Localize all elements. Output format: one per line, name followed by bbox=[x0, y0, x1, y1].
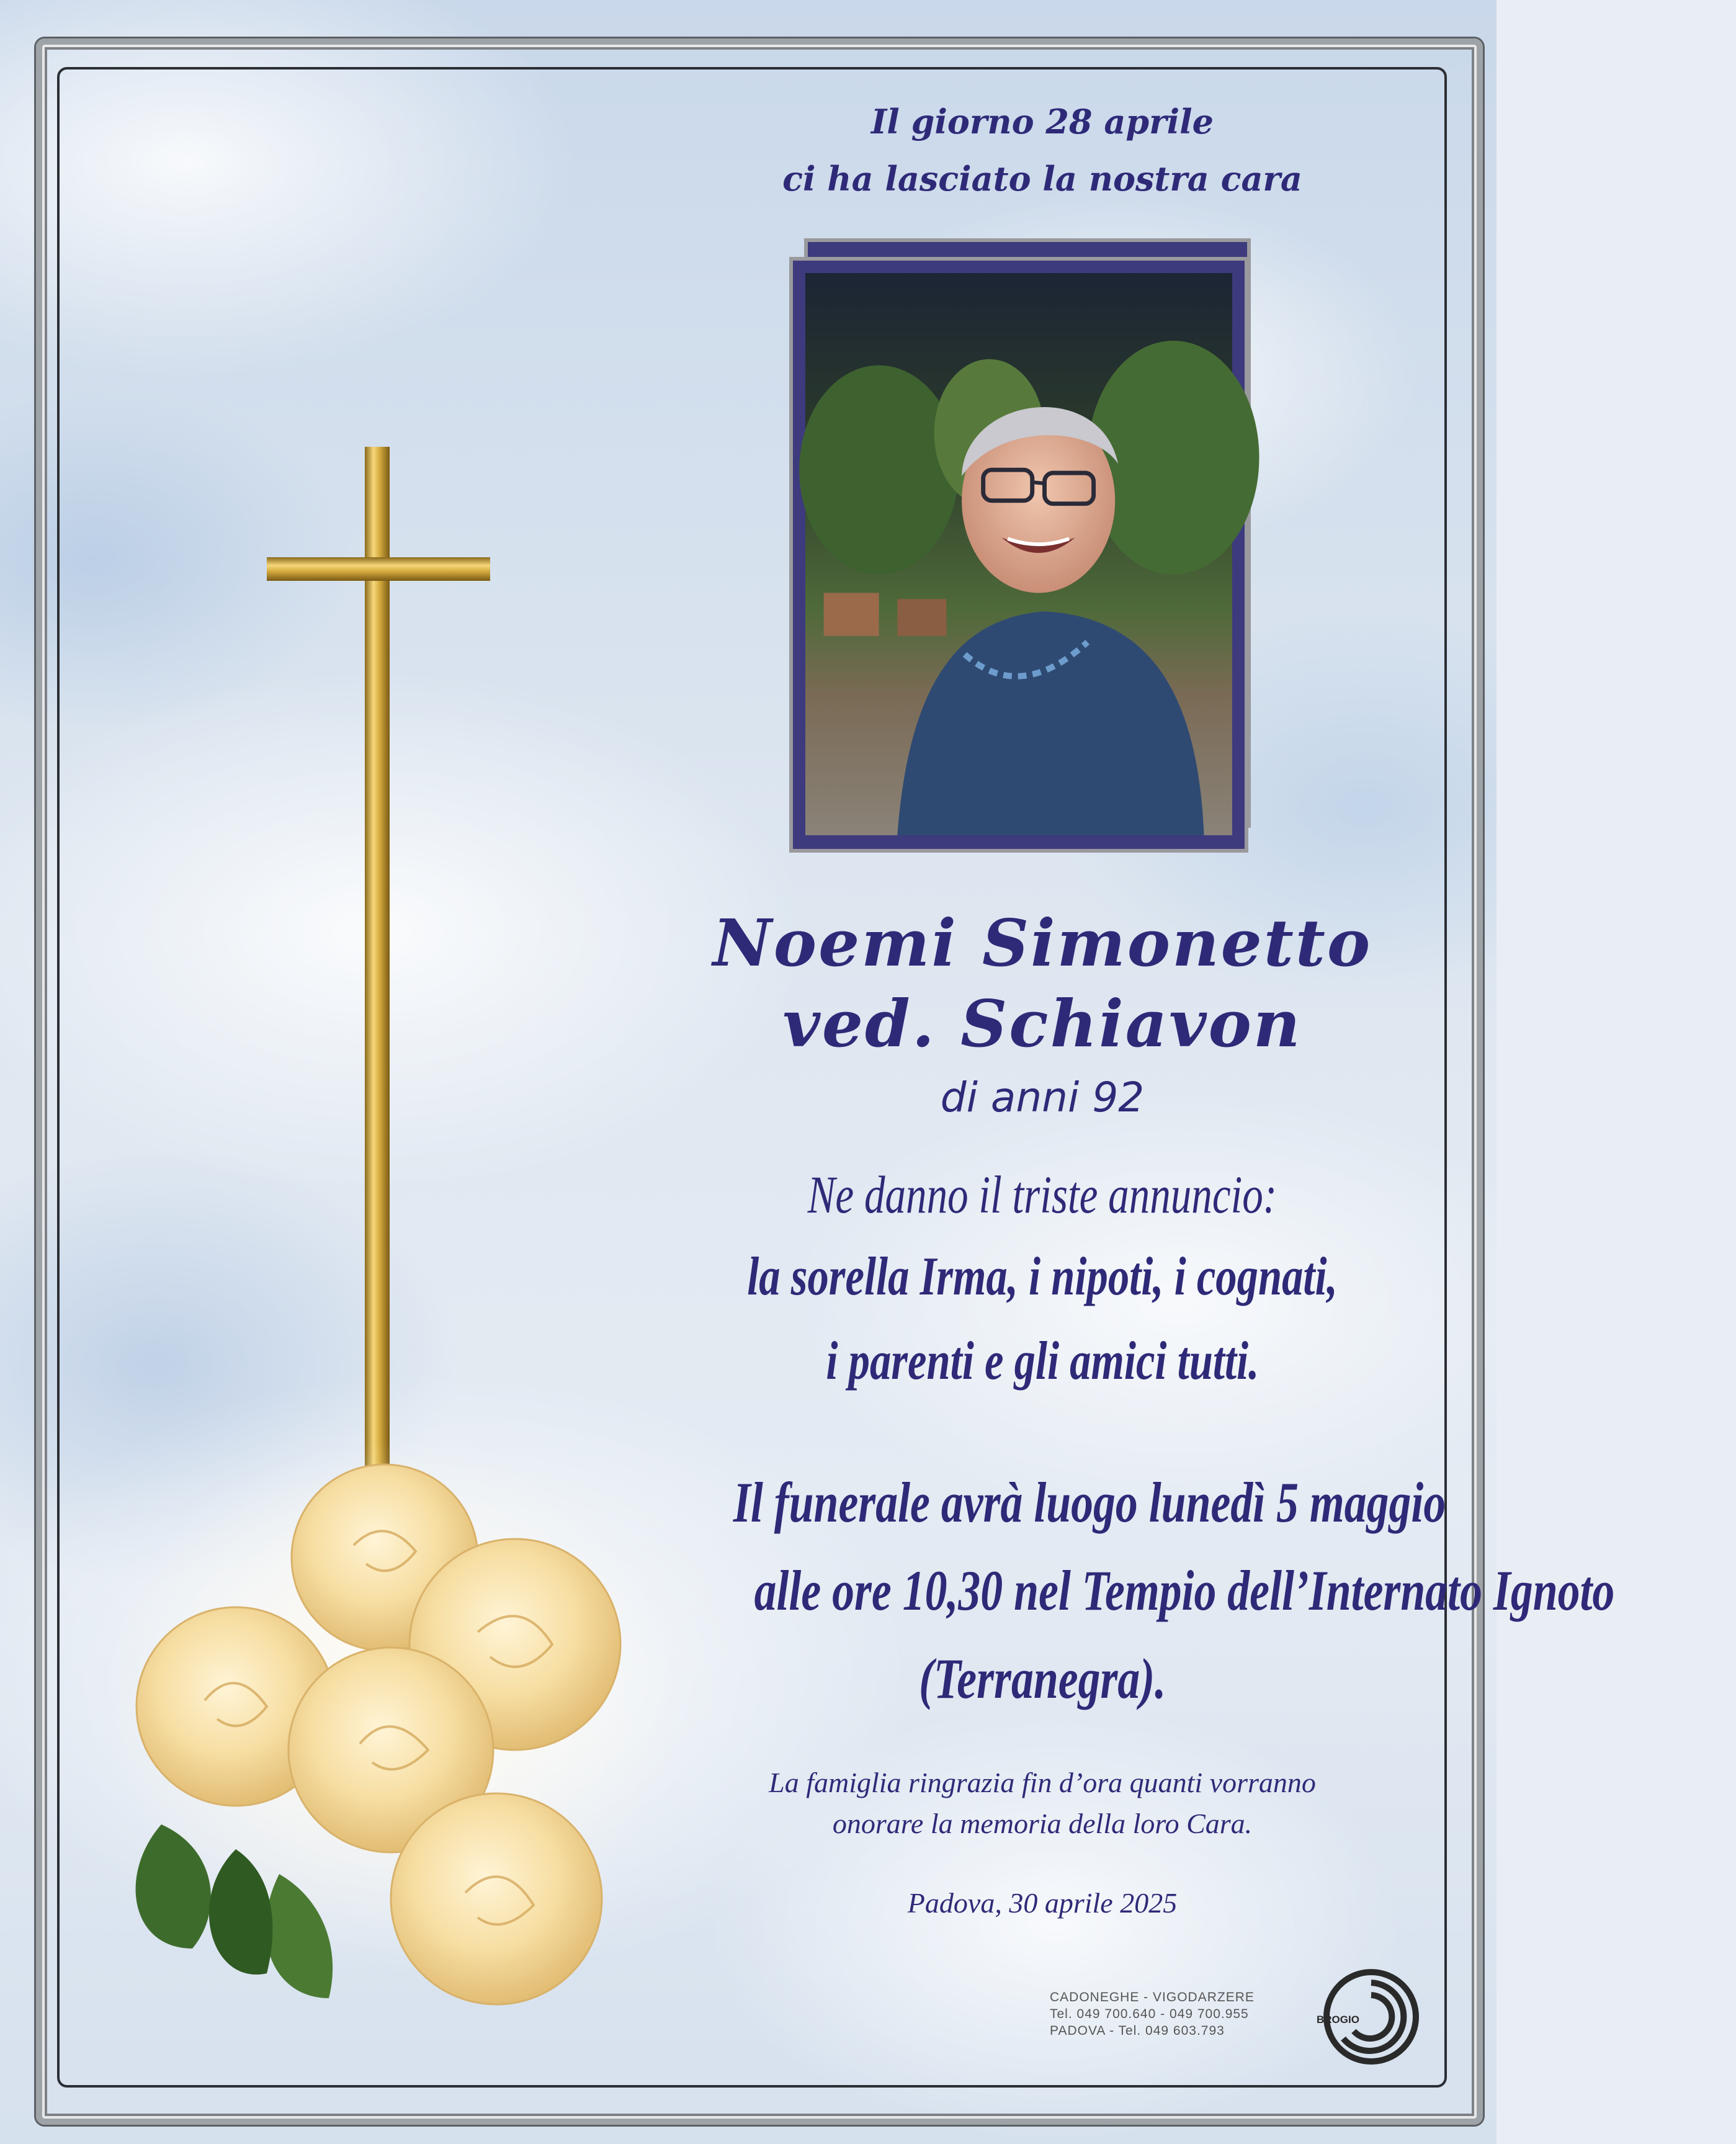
name-line-2: ved. Schiavon bbox=[782, 985, 1302, 1062]
portrait-frame bbox=[789, 238, 1267, 859]
announcement-heading bbox=[633, 1154, 1452, 1235]
funeral-home-logo bbox=[1309, 1964, 1421, 2070]
thanks-text bbox=[633, 1762, 1452, 1844]
roses-bouquet bbox=[93, 1440, 689, 2060]
portrait-frame-front bbox=[789, 257, 1248, 853]
funeral-home-line-2: Tel. 049 700.640 - 049 700.955 bbox=[1050, 2007, 1249, 2021]
family-line-2: i parenti e gli amici tutti. bbox=[826, 1331, 1259, 1391]
announcement-family bbox=[633, 1235, 1452, 1404]
funeral-line-3: (Terranegra). bbox=[918, 1647, 1166, 1710]
thanks-line-1: La famiglia ringrazia fin d’ora quanti vorranno bbox=[769, 1767, 1316, 1798]
deceased-age: di anni 92 bbox=[940, 1074, 1145, 1121]
name-line-1: Noemi Simonetto bbox=[712, 905, 1372, 981]
family-line-1: la sorella Irma, i nipoti, i cognati, bbox=[747, 1247, 1338, 1307]
portrait-photo bbox=[805, 273, 1232, 835]
place-date: Padova, 30 aprile 2025 bbox=[907, 1887, 1178, 1919]
funeral-home-contacts bbox=[1050, 1989, 1298, 2039]
funeral-home-line-1: CADONEGHE - VIGODARZERE bbox=[1050, 1990, 1255, 2004]
intro-text bbox=[633, 93, 1452, 207]
intro-line-1: Il giorno 28 aprile bbox=[871, 102, 1214, 141]
funeral-line-1: Il funerale avrà luogo lunedì 5 maggio bbox=[733, 1471, 1446, 1534]
cross-icon bbox=[261, 447, 496, 1471]
deceased-name bbox=[633, 903, 1452, 1064]
logo-text: BROGIO bbox=[1317, 2014, 1359, 2025]
portrait-image bbox=[805, 273, 1232, 835]
thanks-line-2: onorare la memoria della loro Cara. bbox=[832, 1808, 1253, 1839]
intro-line-2: ci ha lasciato la nostra cara bbox=[782, 159, 1302, 199]
funeral-line-2: alle ore 10,30 nel Tempio dell’Internato Ignoto bbox=[754, 1559, 1615, 1622]
funeral-info bbox=[633, 1458, 1615, 1723]
funeral-home-line-3: PADOVA - Tel. 049 603.793 bbox=[1050, 2024, 1225, 2038]
announcement-heading-text: Ne danno il triste annuncio: bbox=[807, 1165, 1277, 1224]
